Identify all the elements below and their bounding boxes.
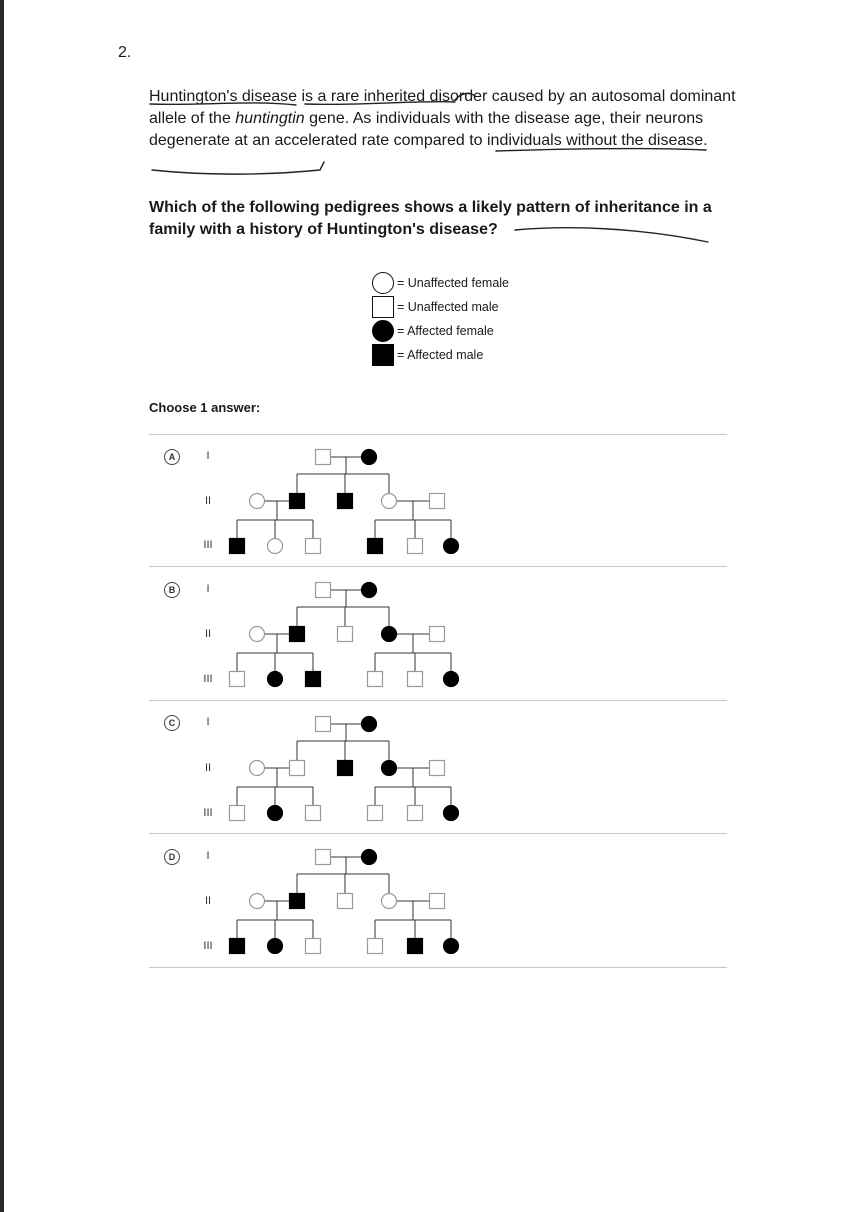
- affected-male-icon: [372, 344, 394, 366]
- affected-male-icon: [230, 939, 245, 954]
- unaffected-male-icon: [430, 761, 445, 776]
- generation-label-iii: III: [203, 539, 213, 551]
- affected-male-icon: [368, 539, 383, 554]
- affected-female-icon: [444, 806, 459, 821]
- generation-label-ii: II: [204, 628, 212, 640]
- unaffected-male-icon: [306, 806, 321, 821]
- generation-label-i: I: [206, 850, 210, 862]
- affected-female-icon: [362, 850, 377, 865]
- unaffected-male-icon: [430, 627, 445, 642]
- option-letter-a[interactable]: A: [164, 449, 180, 465]
- affected-female-icon: [382, 761, 397, 776]
- choose-answer-label: Choose 1 answer:: [149, 400, 261, 415]
- legend: [372, 271, 509, 367]
- affected-female-icon: [444, 672, 459, 687]
- affected-male-icon: [290, 627, 305, 642]
- legend-unaffected-male: [372, 295, 509, 319]
- legend-affected-male: [372, 343, 509, 367]
- unaffected-female-icon: [250, 494, 265, 509]
- unaffected-female-icon: [382, 494, 397, 509]
- unaffected-male-icon: [338, 627, 353, 642]
- unaffected-male-icon: [430, 894, 445, 909]
- affected-male-icon: [408, 939, 423, 954]
- divider: [149, 434, 727, 435]
- legend-label: = Affected female: [397, 324, 494, 338]
- unaffected-male-icon: [338, 894, 353, 909]
- divider: [149, 967, 727, 968]
- option-letter-b[interactable]: B: [164, 582, 180, 598]
- unaffected-male-icon: [230, 806, 245, 821]
- passage-part1: Huntington's disease is a rare inherited disorder caused by an autosomal dominant allele of the: [149, 88, 736, 127]
- unaffected-male-icon: [372, 296, 394, 318]
- unaffected-male-icon: [408, 539, 423, 554]
- pedigree-d: [225, 840, 465, 960]
- unaffected-male-icon: [316, 850, 331, 865]
- unaffected-male-icon: [316, 717, 331, 732]
- pedigree-a: [225, 440, 465, 560]
- affected-female-icon: [362, 717, 377, 732]
- affected-male-icon: [230, 539, 245, 554]
- divider: [149, 700, 727, 701]
- unaffected-male-icon: [230, 672, 245, 687]
- generation-label-i: I: [206, 583, 210, 595]
- affected-male-icon: [338, 761, 353, 776]
- legend-affected-female: [372, 319, 509, 343]
- option-letter-d[interactable]: D: [164, 849, 180, 865]
- divider: [149, 833, 727, 834]
- affected-female-icon: [362, 583, 377, 598]
- unaffected-female-icon: [250, 627, 265, 642]
- legend-label: = Unaffected male: [397, 300, 499, 314]
- passage-gene-name: huntingtin: [235, 110, 305, 127]
- ink-underline-4: [152, 162, 324, 174]
- unaffected-male-icon: [290, 761, 305, 776]
- affected-female-icon: [268, 806, 283, 821]
- affected-male-icon: [338, 494, 353, 509]
- generation-label-i: I: [206, 450, 210, 462]
- unaffected-female-icon: [372, 272, 394, 294]
- legend-label: = Affected male: [397, 348, 484, 362]
- unaffected-male-icon: [316, 450, 331, 465]
- pedigree-c: [225, 707, 465, 827]
- affected-female-icon: [268, 672, 283, 687]
- question-prompt: Which of the following pedigrees shows a likely pattern of inheritance in a family with a history of Huntington's disease?: [149, 199, 712, 238]
- question-number: 2.: [118, 44, 132, 61]
- affected-female-icon: [382, 627, 397, 642]
- unaffected-male-icon: [368, 672, 383, 687]
- unaffected-female-icon: [268, 539, 283, 554]
- affected-female-icon: [268, 939, 283, 954]
- affected-male-icon: [290, 894, 305, 909]
- affected-male-icon: [290, 494, 305, 509]
- pedigree-b: [225, 573, 465, 693]
- unaffected-male-icon: [368, 939, 383, 954]
- affected-female-icon: [444, 939, 459, 954]
- unaffected-male-icon: [306, 939, 321, 954]
- generation-label-iii: III: [203, 940, 213, 952]
- passage-text: [149, 86, 749, 152]
- legend-label: = Unaffected female: [397, 276, 509, 290]
- affected-female-icon: [372, 320, 394, 342]
- generation-label-ii: II: [204, 895, 212, 907]
- unaffected-male-icon: [368, 806, 383, 821]
- unaffected-female-icon: [250, 894, 265, 909]
- generation-label-iii: III: [203, 673, 213, 685]
- option-letter-c[interactable]: C: [164, 715, 180, 731]
- unaffected-male-icon: [306, 539, 321, 554]
- unaffected-male-icon: [408, 672, 423, 687]
- passage-part2: gene. As individuals with the disease age, their neurons degenerate at an accelerated rate compared to individuals without the disease.: [149, 110, 708, 149]
- affected-female-icon: [444, 539, 459, 554]
- affected-female-icon: [362, 450, 377, 465]
- unaffected-female-icon: [382, 894, 397, 909]
- divider: [149, 566, 727, 567]
- legend-unaffected-female: [372, 271, 509, 295]
- unaffected-male-icon: [430, 494, 445, 509]
- generation-label-i: I: [206, 716, 210, 728]
- unaffected-female-icon: [250, 761, 265, 776]
- generation-label-iii: III: [203, 807, 213, 819]
- affected-male-icon: [306, 672, 321, 687]
- generation-label-ii: II: [204, 495, 212, 507]
- page-left-border: [0, 0, 4, 1212]
- unaffected-male-icon: [316, 583, 331, 598]
- unaffected-male-icon: [408, 806, 423, 821]
- generation-label-ii: II: [204, 762, 212, 774]
